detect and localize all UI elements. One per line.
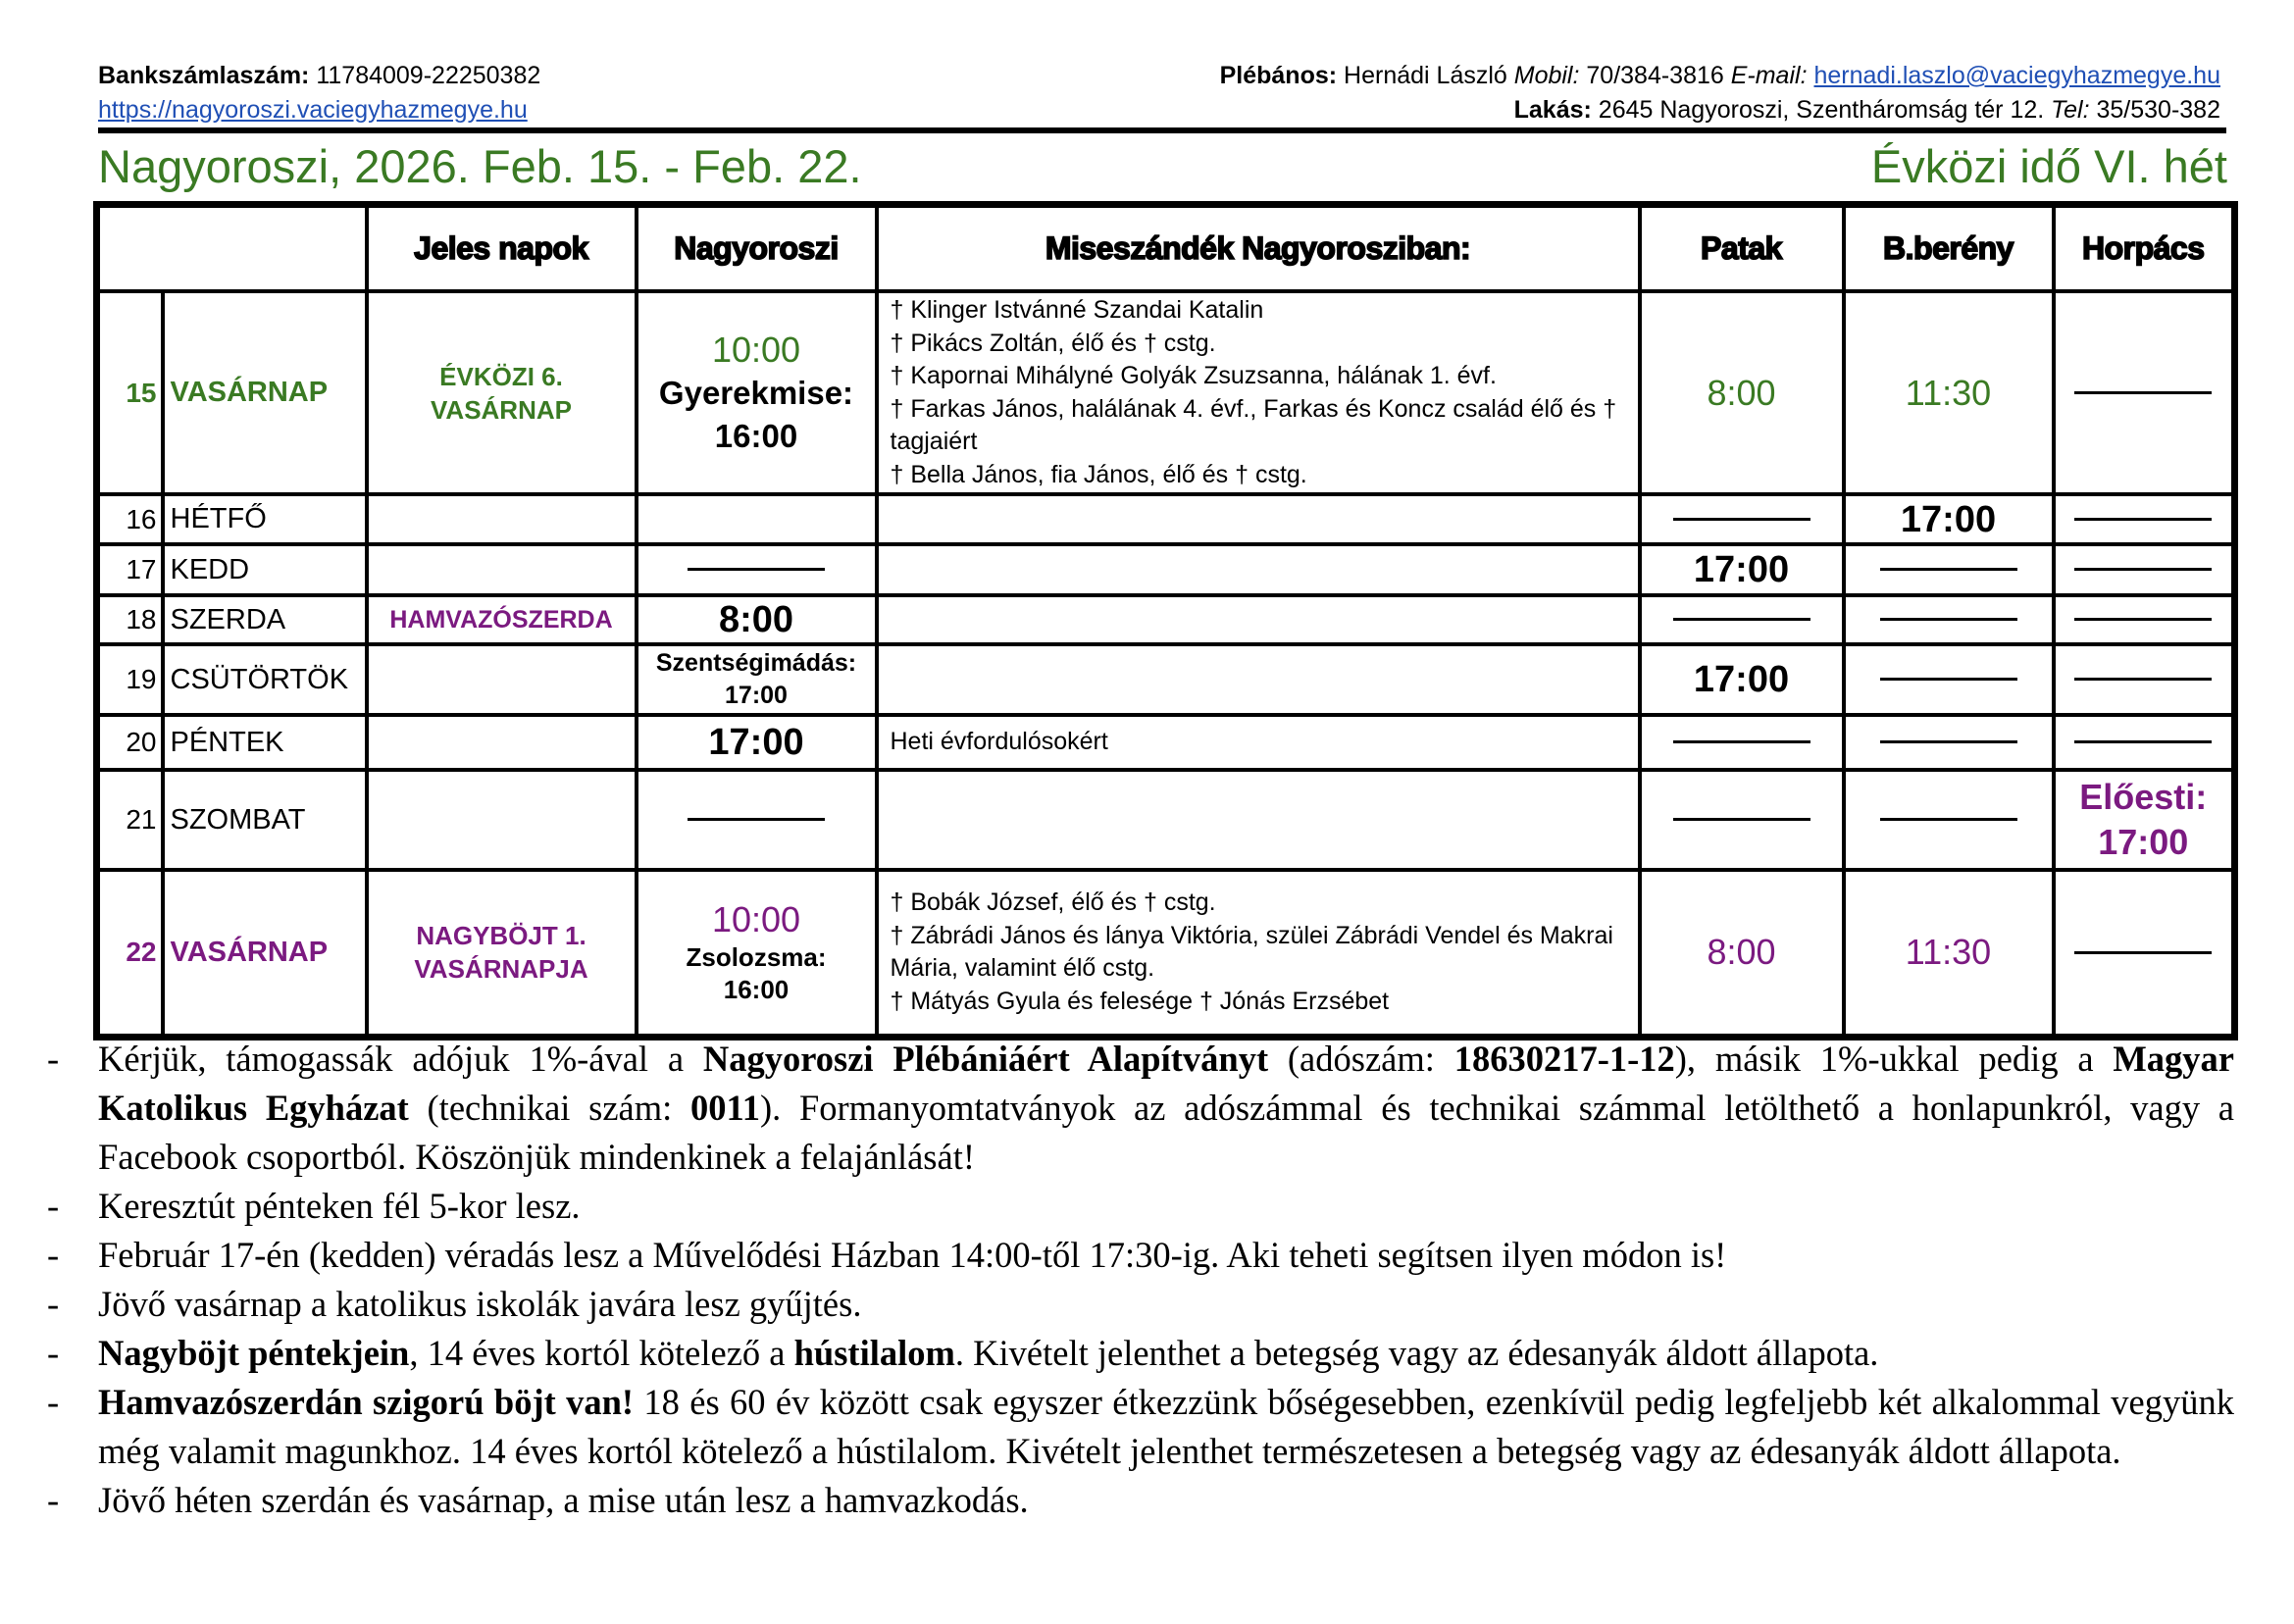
table-row bbox=[97, 595, 2235, 644]
feast-cell bbox=[367, 291, 637, 494]
patak-cell bbox=[1640, 770, 1844, 870]
adoration-label: Szentségimádás: bbox=[655, 649, 857, 677]
text-run-bold: Magyar Katolikus Egyházat bbox=[98, 1039, 2234, 1128]
bereny-cell bbox=[1844, 644, 2054, 715]
mass-time: 10:00 bbox=[711, 329, 801, 370]
no-mass-dash bbox=[2074, 678, 2212, 681]
intentions-cell bbox=[877, 770, 1640, 870]
text-run: (adószám: bbox=[1268, 1039, 1454, 1079]
no-mass-dash bbox=[2074, 618, 2212, 621]
announcement-text bbox=[98, 1378, 2234, 1476]
feast-cell bbox=[367, 770, 637, 870]
text-run-bold: Nagyböjt péntekjein bbox=[98, 1333, 410, 1373]
no-mass-dash bbox=[1673, 818, 1810, 821]
day-number: 20 bbox=[97, 715, 163, 770]
day-name: PÉNTEK bbox=[163, 715, 367, 770]
bereny-time: 17:00 bbox=[1844, 494, 2054, 544]
text-run-bold: 0011 bbox=[689, 1088, 760, 1128]
nagyoroszi-cell bbox=[637, 644, 877, 715]
mass-sub-label: Zsolozsma: bbox=[686, 942, 827, 973]
header-jeles-napok: Jeles napok bbox=[367, 205, 637, 292]
day-number: 22 bbox=[97, 870, 163, 1037]
table-row bbox=[97, 715, 2235, 770]
header-bereny: B.berény bbox=[1844, 205, 2054, 292]
text-run: . Kivételt jelenthet a betegség vagy az édesanyák áldott állapota. bbox=[954, 1333, 1879, 1373]
mobile-value: 70/384-3816 bbox=[1579, 62, 1731, 89]
address-label: Lakás: bbox=[1513, 96, 1592, 124]
horpacs-cell bbox=[2054, 770, 2235, 870]
tel-label: Tel: bbox=[2051, 96, 2090, 124]
horpacs-cell bbox=[2054, 595, 2235, 644]
tel-value: 35/530-382 bbox=[2089, 96, 2220, 124]
intention-item: † Zábrádi János és lánya Viktória, szülei Zábrádi Vendel és Makrai Mária, valamint élő cstg. bbox=[890, 921, 1613, 983]
announcement-text bbox=[98, 1329, 2234, 1378]
bereny-cell bbox=[1844, 595, 2054, 644]
feast-cell bbox=[367, 494, 637, 544]
bullet: - bbox=[47, 1480, 60, 1520]
bullet: - bbox=[47, 1382, 60, 1422]
nagyoroszi-cell bbox=[637, 770, 877, 870]
table-row bbox=[97, 494, 2235, 544]
text-run-bold: Hamvazószerdán szigorú böjt van! bbox=[98, 1382, 635, 1422]
table-row bbox=[97, 291, 2235, 494]
mass-time: 10:00 bbox=[711, 899, 801, 940]
bullet: - bbox=[47, 1039, 60, 1079]
header-intentions: Miseszándék Nagyorosziban: bbox=[877, 205, 1640, 292]
vigil-label: Előesti: bbox=[2079, 777, 2208, 817]
bereny-cell bbox=[1844, 715, 2054, 770]
no-mass-dash bbox=[688, 818, 825, 821]
horpacs-cell bbox=[2054, 870, 2235, 1037]
announcement-text: Keresztút pénteken fél 5-kor lesz. bbox=[98, 1186, 581, 1226]
text-run: , 14 éves kortól kötelező a bbox=[409, 1333, 794, 1373]
adoration-time: 17:00 bbox=[725, 682, 788, 709]
bullet: - bbox=[47, 1235, 60, 1275]
header-patak: Patak bbox=[1640, 205, 1844, 292]
header-right bbox=[1220, 59, 2220, 127]
patak-time: 17:00 bbox=[1640, 544, 1844, 595]
intention-item: † Bobák József, élő és † cstg. bbox=[890, 888, 1216, 917]
patak-cell bbox=[1640, 494, 1844, 544]
bereny-time: 11:30 bbox=[1844, 291, 2054, 494]
no-mass-dash bbox=[688, 568, 825, 571]
mobile-label: Mobil: bbox=[1513, 62, 1580, 89]
horpacs-cell bbox=[2054, 494, 2235, 544]
intention-item: † Farkas János, halálának 4. évf., Farkas és Koncz család élő és † tagjaiért bbox=[890, 394, 1617, 455]
email-label: E-mail: bbox=[1730, 62, 1808, 89]
day-number: 21 bbox=[97, 770, 163, 870]
text-run-bold: hústilalom bbox=[793, 1333, 955, 1373]
no-mass-dash bbox=[1880, 678, 2017, 681]
day-name: SZERDA bbox=[163, 595, 367, 644]
address bbox=[1220, 93, 2220, 127]
intentions-cell bbox=[877, 870, 1640, 1037]
day-name: VASÁRNAP bbox=[163, 870, 367, 1037]
text-run: 18 és 60 év között csak egyszer étkezzünk bőségesebben, ezenkívül pedig legfeljebb két alkalommal vegyünk még valamit magunkhoz. 14 éves kortól kötelező a hústilalom. Kivételt jelenthet természetesen a betegség vagy az édesanyák áldott állapota. bbox=[98, 1382, 2234, 1471]
day-number: 19 bbox=[97, 644, 163, 715]
announcement-text: Jövő héten szerdán és vasárnap, a mise után lesz a hamvazkodás. bbox=[98, 1480, 1029, 1520]
announcement-item bbox=[47, 1280, 2234, 1329]
day-number: 17 bbox=[97, 544, 163, 595]
nagyoroszi-cell bbox=[637, 291, 877, 494]
table-row bbox=[97, 870, 2235, 1037]
announcement-item bbox=[47, 1182, 2234, 1231]
nagyoroszi-time: 8:00 bbox=[637, 595, 877, 644]
no-mass-dash bbox=[1673, 740, 1810, 743]
feast-cell bbox=[367, 544, 637, 595]
header-nagyoroszi: Nagyoroszi bbox=[637, 205, 877, 292]
intentions-cell bbox=[877, 544, 1640, 595]
text-run: ). Formanyomtatványok az adószámmal és technikai számmal letölthető a honlapunkról, vagy a Facebook csoportból. Köszönjük mindenkinek a felajánlását! bbox=[98, 1088, 2234, 1177]
text-run-bold: 18630217-1-12 bbox=[1453, 1039, 1675, 1079]
day-name: VASÁRNAP bbox=[163, 291, 367, 494]
no-mass-dash bbox=[2074, 740, 2212, 743]
intentions-cell bbox=[877, 291, 1640, 494]
website-link[interactable]: https://nagyoroszi.vaciegyhazmegye.hu bbox=[98, 96, 528, 124]
horpacs-cell bbox=[2054, 291, 2235, 494]
patak-time: 17:00 bbox=[1640, 644, 1844, 715]
page-title: Nagyoroszi, 2026. Feb. 15. - Feb. 22. bbox=[98, 140, 862, 192]
mass-schedule-table bbox=[93, 201, 2238, 1040]
announcement-item bbox=[47, 1035, 2234, 1182]
feast-cell bbox=[367, 715, 637, 770]
no-mass-dash bbox=[1673, 618, 1810, 621]
intentions-cell bbox=[877, 494, 1640, 544]
bullet: - bbox=[47, 1186, 60, 1226]
feast-cell: HAMVAZÓSZERDA bbox=[367, 595, 637, 644]
bank-account bbox=[98, 59, 540, 93]
nagyoroszi-cell bbox=[637, 494, 877, 544]
nagyoroszi-time: 17:00 bbox=[637, 715, 877, 770]
mass-sub-time: 16:00 bbox=[714, 417, 798, 454]
header-horpacs: Horpács bbox=[2054, 205, 2235, 292]
header-day bbox=[97, 205, 367, 292]
feast-cell bbox=[367, 870, 637, 1037]
intentions-cell bbox=[877, 644, 1640, 715]
header-left bbox=[98, 59, 540, 127]
table-row bbox=[97, 644, 2235, 715]
intention-item: † Pikács Zoltán, élő és † cstg. bbox=[890, 329, 1216, 357]
intention-item: † Klinger Istvánné Szandai Katalin bbox=[890, 296, 1264, 324]
no-mass-dash bbox=[1880, 740, 2017, 743]
priest-name: Hernádi László bbox=[1337, 62, 1514, 89]
bank-label: Bankszámlaszám: bbox=[98, 62, 310, 89]
header-divider bbox=[98, 127, 2226, 133]
no-mass-dash bbox=[1880, 618, 2017, 621]
priest-label: Plébános: bbox=[1219, 62, 1338, 89]
bereny-cell bbox=[1844, 770, 2054, 870]
intention-item: † Kapornai Mihályné Golyák Zsuzsanna, hálának 1. évf. bbox=[890, 362, 1497, 389]
horpacs-cell bbox=[2054, 544, 2235, 595]
day-number: 16 bbox=[97, 494, 163, 544]
bullet: - bbox=[47, 1333, 60, 1373]
announcement-item bbox=[47, 1329, 2234, 1378]
intention-item: † Bella János, fia János, élő és † cstg. bbox=[890, 460, 1307, 488]
announcement-text: Február 17-én (kedden) véradás lesz a Művelődési Házban 14:00-től 17:30-ig. Aki teheti segítsen ilyen módon is! bbox=[98, 1235, 1727, 1275]
announcement-item bbox=[47, 1378, 2234, 1476]
announcement-item bbox=[47, 1476, 2234, 1525]
mass-sub-time: 16:00 bbox=[723, 975, 790, 1005]
no-mass-dash bbox=[2074, 568, 2212, 571]
vigil-time: 17:00 bbox=[2098, 822, 2189, 862]
feast-cell bbox=[367, 644, 637, 715]
day-number: 18 bbox=[97, 595, 163, 644]
announcement-text: Jövő vasárnap a katolikus iskolák javára lesz gyűjtés. bbox=[98, 1284, 862, 1324]
no-mass-dash bbox=[2074, 391, 2212, 394]
announcement-text bbox=[98, 1035, 2234, 1182]
email-link[interactable]: hernadi.laszlo@vaciegyhazmegye.hu bbox=[1813, 62, 2220, 89]
intentions-cell: Heti évfordulósokért bbox=[877, 715, 1640, 770]
text-run: Kérjük, támogassák adójuk 1%-ával a bbox=[98, 1039, 703, 1079]
day-name: CSÜTÖRTÖK bbox=[163, 644, 367, 715]
bereny-cell bbox=[1844, 544, 2054, 595]
text-run: (technikai szám: bbox=[408, 1088, 690, 1128]
no-mass-dash bbox=[2074, 951, 2212, 954]
no-mass-dash bbox=[2074, 518, 2212, 521]
bank-value: 11784009-22250382 bbox=[309, 62, 541, 89]
bullet: - bbox=[47, 1284, 60, 1324]
mass-sub-label: Gyerekmise: bbox=[658, 374, 854, 411]
patak-time: 8:00 bbox=[1640, 870, 1844, 1037]
announcements bbox=[47, 1035, 2234, 1525]
table-row bbox=[97, 770, 2235, 870]
nagyoroszi-cell bbox=[637, 544, 877, 595]
feast-line: VASÁRNAPJA bbox=[414, 954, 588, 985]
no-mass-dash bbox=[1673, 518, 1810, 521]
announcement-item bbox=[47, 1231, 2234, 1280]
feast-line: ÉVKÖZI 6. bbox=[439, 361, 563, 391]
text-run-bold: Nagyoroszi Plébániáért Alapítványt bbox=[702, 1039, 1269, 1079]
bereny-time: 11:30 bbox=[1844, 870, 2054, 1037]
patak-time: 8:00 bbox=[1640, 291, 1844, 494]
no-mass-dash bbox=[1880, 568, 2017, 571]
day-name: KEDD bbox=[163, 544, 367, 595]
table-row bbox=[97, 544, 2235, 595]
liturgical-week: Évközi idő VI. hét bbox=[1870, 140, 2227, 192]
day-number: 15 bbox=[97, 291, 163, 494]
horpacs-cell bbox=[2054, 644, 2235, 715]
intention-item: † Mátyás Gyula és felesége † Jónás Erzsébet bbox=[890, 987, 1390, 1015]
feast-line: NAGYBÖJT 1. bbox=[416, 921, 586, 951]
intentions-cell bbox=[877, 595, 1640, 644]
patak-cell bbox=[1640, 595, 1844, 644]
priest-contact bbox=[1220, 59, 2220, 93]
day-name: HÉTFŐ bbox=[163, 494, 367, 544]
day-name: SZOMBAT bbox=[163, 770, 367, 870]
feast-line: VASÁRNAP bbox=[431, 394, 572, 425]
horpacs-cell bbox=[2054, 715, 2235, 770]
no-mass-dash bbox=[1880, 818, 2017, 821]
text-run: ), másik 1%-ukkal pedig a bbox=[1674, 1039, 2114, 1079]
address-value: 2645 Nagyoroszi, Szentháromság tér 12. bbox=[1591, 96, 2052, 124]
patak-cell bbox=[1640, 715, 1844, 770]
nagyoroszi-cell bbox=[637, 870, 877, 1037]
table-header-row bbox=[97, 205, 2235, 292]
